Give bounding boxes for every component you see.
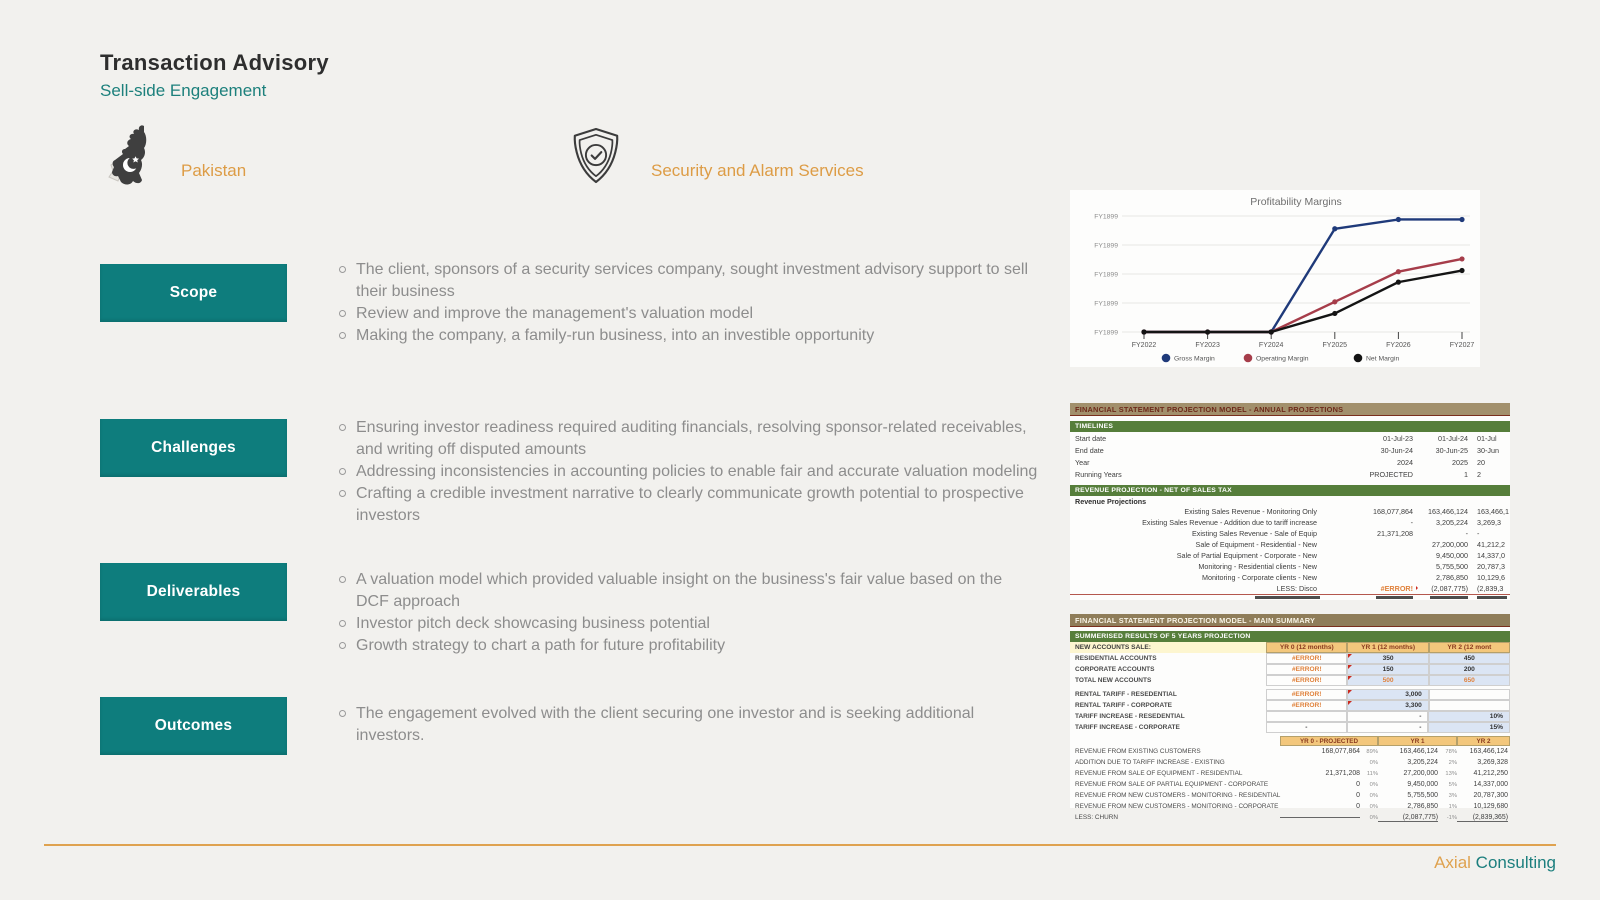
svg-text:FY2026: FY2026 xyxy=(1386,342,1411,349)
svg-text:Operating Margin: Operating Margin xyxy=(1256,355,1309,363)
row-label: Sale of Partial Equipment - Corporate - New xyxy=(1176,551,1317,560)
sheet-row xyxy=(1070,517,1510,528)
svg-text:Profitability Margins: Profitability Margins xyxy=(1250,196,1342,208)
cell: 0 xyxy=(1356,803,1360,810)
cell: 14,337,000 xyxy=(1473,781,1508,788)
cell: 01-Jul-23 xyxy=(1383,433,1413,443)
cell: 3,205,224 xyxy=(1436,518,1468,527)
row-label: Existing Sales Revenue - Sale of Equip xyxy=(1191,529,1317,538)
cell: 1 xyxy=(1464,469,1468,479)
cell: 2,786,850 xyxy=(1436,573,1468,582)
sheet-row xyxy=(1070,746,1510,757)
sheet-row xyxy=(1070,583,1510,595)
cell: #ERROR! xyxy=(1266,653,1347,664)
cell: 21,371,208 xyxy=(1377,529,1413,538)
cell: 350 xyxy=(1347,653,1428,664)
cell: 0% xyxy=(1369,814,1378,821)
cell: 3,269,328 xyxy=(1477,759,1508,766)
svg-text:FY2023: FY2023 xyxy=(1195,342,1220,349)
section-box-scope: Scope xyxy=(100,264,287,322)
cell: 20 xyxy=(1477,457,1485,467)
cell: - xyxy=(1266,722,1347,733)
main-summary-sheet xyxy=(1070,614,1510,821)
cell: 3,300 xyxy=(1347,700,1429,711)
cell: 3% xyxy=(1448,792,1457,799)
column-header: YR 2 xyxy=(1457,736,1510,746)
sheet-row xyxy=(1070,790,1510,801)
cell: -1% xyxy=(1446,814,1457,821)
svg-text:FY1899: FY1899 xyxy=(1094,213,1118,221)
sheet-row xyxy=(1070,757,1510,768)
cell: (2,839,3 xyxy=(1477,584,1504,593)
svg-text:Gross Margin: Gross Margin xyxy=(1174,355,1215,363)
sheet-row xyxy=(1070,768,1510,779)
cell: 89% xyxy=(1366,748,1378,755)
industry-label: Security and Alarm Services xyxy=(651,161,864,180)
sheet-row xyxy=(1070,528,1510,539)
cell: 2% xyxy=(1448,759,1457,766)
sheet-row xyxy=(1070,722,1510,733)
row-label: Start date xyxy=(1075,433,1107,443)
sheet-row xyxy=(1070,444,1510,456)
cell: 30-Jun-25 xyxy=(1435,445,1468,455)
deliverables-bullet-list xyxy=(356,569,1038,657)
section-box-challenges: Challenges xyxy=(100,419,287,477)
cell: 150 xyxy=(1347,664,1428,675)
cell: 10,129,6 xyxy=(1477,573,1505,582)
cell: 1% xyxy=(1448,803,1457,810)
row-label: NEW ACCOUNTS SALE: xyxy=(1070,642,1266,653)
cell: 0 xyxy=(1356,781,1360,788)
cell: 27,200,000 xyxy=(1403,770,1438,777)
page-title: Transaction Advisory xyxy=(100,50,329,75)
summary-section-header: SUMMERISED RESULTS OF 5 YEARS PROJECTION xyxy=(1070,631,1510,642)
sheet-row xyxy=(1070,506,1510,517)
svg-text:FY2024: FY2024 xyxy=(1258,342,1284,349)
bullet-item: Investor pitch deck showcasing business potential xyxy=(356,613,1038,635)
column-header: YR 0 (12 months) xyxy=(1266,642,1347,653)
row-label: Monitoring - Corporate clients - New xyxy=(1201,573,1317,582)
cell: 200 xyxy=(1429,664,1510,675)
cell: 41,212,2 xyxy=(1477,540,1505,549)
sheet-row xyxy=(1070,664,1510,675)
cell: - xyxy=(1410,518,1413,527)
svg-text:FY1899: FY1899 xyxy=(1094,329,1118,337)
cell: 10% xyxy=(1428,711,1510,722)
column-header: YR 1 (12 months) xyxy=(1347,642,1428,653)
cell: 3,269,3 xyxy=(1477,518,1501,527)
annual-projections-sheet xyxy=(1070,403,1510,600)
cell: 20,787,300 xyxy=(1473,792,1508,799)
cell: 5,755,500 xyxy=(1436,562,1468,571)
sheet-row xyxy=(1070,779,1510,790)
sheet-row xyxy=(1070,675,1510,686)
row-label: TOTAL NEW ACCOUNTS xyxy=(1075,677,1152,684)
row-label: Existing Sales Revenue - Addition due to tariff increase xyxy=(1142,518,1317,527)
cell: 163,466,1 xyxy=(1477,507,1509,516)
profitability-margins-chart xyxy=(1070,190,1480,367)
cell: #ERROR! xyxy=(1325,584,1413,593)
shield-check-icon xyxy=(570,126,622,186)
cell: - xyxy=(1347,711,1429,722)
cell: 14,337,0 xyxy=(1477,551,1505,560)
sheet-row xyxy=(1070,653,1510,664)
column-header: YR 0 - PROJECTED xyxy=(1280,736,1378,746)
challenges-bullet-list xyxy=(356,417,1038,527)
cell: #ERROR! xyxy=(1266,675,1347,686)
svg-text:FY2025: FY2025 xyxy=(1322,342,1348,349)
cell: 21,371,208 xyxy=(1325,770,1360,777)
row-label: Monitoring - Residential clients - New xyxy=(1198,562,1317,571)
cell: 650 xyxy=(1429,675,1510,686)
cell: - xyxy=(1465,529,1468,538)
row-label: ADDITION DUE TO TARIFF INCREASE - EXISTING xyxy=(1075,759,1225,766)
cell xyxy=(1280,817,1360,818)
projection-header-row xyxy=(1070,736,1510,746)
row-label: LESS: CHURN xyxy=(1075,814,1118,821)
column-header: YR 2 (12 mont xyxy=(1429,642,1510,653)
cell: 0 xyxy=(1356,792,1360,799)
cell: 2 xyxy=(1477,469,1481,479)
cell: 01-Jul xyxy=(1477,433,1497,443)
cell: 2024 xyxy=(1397,457,1413,467)
sheet-row xyxy=(1070,572,1510,583)
section-box-outcomes: Outcomes xyxy=(100,697,287,755)
cell: 9,450,000 xyxy=(1407,781,1438,788)
cell: 450 xyxy=(1429,653,1510,664)
sheet-row xyxy=(1070,812,1510,823)
cell: #ERROR! xyxy=(1266,664,1347,675)
cell: (2,087,775) xyxy=(1378,814,1438,822)
cell: 2025 xyxy=(1452,457,1468,467)
sheet-row xyxy=(1070,456,1510,468)
cell: 15% xyxy=(1428,722,1510,733)
cell: #ERROR! xyxy=(1266,700,1347,711)
row-label: REVENUE FROM EXISTING CUSTOMERS xyxy=(1075,748,1201,755)
row-label: Running Years xyxy=(1075,469,1122,479)
cell: 5,755,500 xyxy=(1407,792,1438,799)
svg-text:FY1899: FY1899 xyxy=(1094,300,1118,308)
cell: 5% xyxy=(1448,781,1457,788)
sheet-row xyxy=(1070,561,1510,572)
row-label: TARIFF INCREASE - RESEDENTIAL xyxy=(1075,713,1185,720)
timelines-header: TIMELINES xyxy=(1070,421,1510,432)
cell: 163,466,124 xyxy=(1469,748,1508,755)
sheet-title: FINANCIAL STATEMENT PROJECTION MODEL - MAIN SUMMARY xyxy=(1070,614,1510,627)
footer-divider xyxy=(44,844,1556,846)
cell: 0% xyxy=(1369,759,1378,766)
revenue-subheader: Revenue Projections xyxy=(1075,496,1147,506)
row-label: CORPORATE ACCOUNTS xyxy=(1075,666,1155,673)
cell: - xyxy=(1477,529,1480,538)
row-label: Year xyxy=(1075,457,1090,467)
bullet-item: A valuation model which provided valuable insight on the business's fair value based on the DCF approach xyxy=(356,569,1038,613)
row-label: RENTAL TARIFF - CORPORATE xyxy=(1075,702,1173,709)
cell: 41,212,250 xyxy=(1473,770,1508,777)
line-chart xyxy=(1070,190,1480,367)
column-header: YR 1 xyxy=(1378,736,1457,746)
sheet-title: FINANCIAL STATEMENT PROJECTION MODEL - ANNUAL PROJECTIONS xyxy=(1070,403,1510,416)
brand-secondary: Consulting xyxy=(1475,853,1556,872)
sheet-row xyxy=(1070,642,1510,653)
cell: 30-Jun xyxy=(1477,445,1499,455)
cell: 30-Jun-24 xyxy=(1380,445,1413,455)
row-label: REVENUE FROM NEW CUSTOMERS - MONITORING - RESIDENTIAL xyxy=(1075,792,1281,799)
cell: 163,466,124 xyxy=(1399,748,1438,755)
row-label: REVENUE FROM NEW CUSTOMERS - MONITORING - CORPORATE xyxy=(1075,803,1279,810)
row-label: LESS: Disco xyxy=(1276,584,1317,593)
brand-logo xyxy=(1434,853,1556,873)
cell: PROJECTED xyxy=(1369,469,1413,479)
bullet-item: Growth strategy to chart a path for future profitability xyxy=(356,635,1038,657)
cell: 0% xyxy=(1369,792,1378,799)
cell: 13% xyxy=(1445,770,1457,777)
row-label: REVENUE FROM SALE OF PARTIAL EQUIPMENT - CORPORATE xyxy=(1075,781,1269,788)
cell xyxy=(1429,689,1510,700)
clipped-total-row xyxy=(1070,595,1510,600)
cell: 3,205,224 xyxy=(1407,759,1438,766)
page-subtitle: Sell-side Engagement xyxy=(100,81,267,100)
cell: 500 xyxy=(1347,675,1428,686)
cell: (2,839,365) xyxy=(1457,814,1508,822)
sheet-row xyxy=(1070,468,1510,480)
cell: 78% xyxy=(1445,748,1457,755)
pakistan-map-icon xyxy=(104,124,168,190)
svg-text:FY2027: FY2027 xyxy=(1449,342,1475,349)
row-label: End date xyxy=(1075,445,1104,455)
sheet-row xyxy=(1070,689,1510,700)
cell: 01-Jul-24 xyxy=(1438,433,1468,443)
scope-bullet-list xyxy=(356,259,1038,347)
cell xyxy=(1429,700,1510,711)
bullet-item: Crafting a credible investment narrative to clearly communicate growth potential to prospective investors xyxy=(356,483,1038,527)
cell: (2,087,775) xyxy=(1431,584,1468,593)
sheet-row xyxy=(1070,432,1510,444)
bullet-item: Ensuring investor readiness required auditing financials, resolving sponsor-related receivables, and writing off disputed amounts xyxy=(356,417,1038,461)
cell: 9,450,000 xyxy=(1436,551,1468,560)
svg-text:FY1899: FY1899 xyxy=(1094,271,1118,279)
bullet-item: Review and improve the management's valuation model xyxy=(356,303,1038,325)
cell: 11% xyxy=(1366,770,1378,777)
svg-text:Net Margin: Net Margin xyxy=(1366,355,1400,363)
sheet-row xyxy=(1070,539,1510,550)
row-label: REVENUE FROM SALE OF EQUIPMENT - RESIDENTIAL xyxy=(1075,770,1243,777)
svg-text:FY1899: FY1899 xyxy=(1094,242,1118,250)
sheet-row xyxy=(1070,711,1510,722)
brand-primary: Axial xyxy=(1434,853,1471,872)
row-label: RENTAL TARIFF - RESEDENTIAL xyxy=(1075,691,1177,698)
cell: #ERROR! xyxy=(1266,689,1347,700)
cell: - xyxy=(1347,722,1429,733)
svg-text:FY2022: FY2022 xyxy=(1131,342,1157,349)
cell: 168,077,864 xyxy=(1321,748,1360,755)
row-label: RESIDENTIAL ACCOUNTS xyxy=(1075,655,1157,662)
cell: 10,129,680 xyxy=(1473,803,1508,810)
outcomes-bullet-list xyxy=(356,703,1038,747)
bullet-item: Addressing inconsistencies in accounting policies to enable fair and accurate valuation modeling xyxy=(356,461,1038,483)
row-label: Sale of Equipment - Residential - New xyxy=(1195,540,1317,549)
cell: 163,466,124 xyxy=(1428,507,1468,516)
bullet-item: The client, sponsors of a security services company, sought investment advisory support to sell their business xyxy=(356,259,1038,303)
sheet-row xyxy=(1070,700,1510,711)
revenue-header: REVENUE PROJECTION - NET OF SALES TAX xyxy=(1070,485,1510,496)
bullet-item: The engagement evolved with the client securing one investor and is seeking additional investors. xyxy=(356,703,1038,747)
cell: 20,787,3 xyxy=(1477,562,1505,571)
cell: 168,077,864 xyxy=(1373,507,1413,516)
sheet-row xyxy=(1070,801,1510,812)
cell: 0% xyxy=(1369,781,1378,788)
section-box-deliverables: Deliverables xyxy=(100,563,287,621)
cell xyxy=(1266,711,1347,722)
row-label: TARIFF INCREASE - CORPORATE xyxy=(1075,724,1180,731)
bullet-item: Making the company, a family-run business, into an investible opportunity xyxy=(356,325,1038,347)
cell: 2,786,850 xyxy=(1407,803,1438,810)
sheet-row xyxy=(1070,550,1510,561)
country-label: Pakistan xyxy=(181,161,247,180)
cell: 0% xyxy=(1369,803,1378,810)
cell: 3,000 xyxy=(1347,689,1429,700)
row-label: Existing Sales Revenue - Monitoring Only xyxy=(1184,507,1317,516)
cell: 27,200,000 xyxy=(1432,540,1468,549)
